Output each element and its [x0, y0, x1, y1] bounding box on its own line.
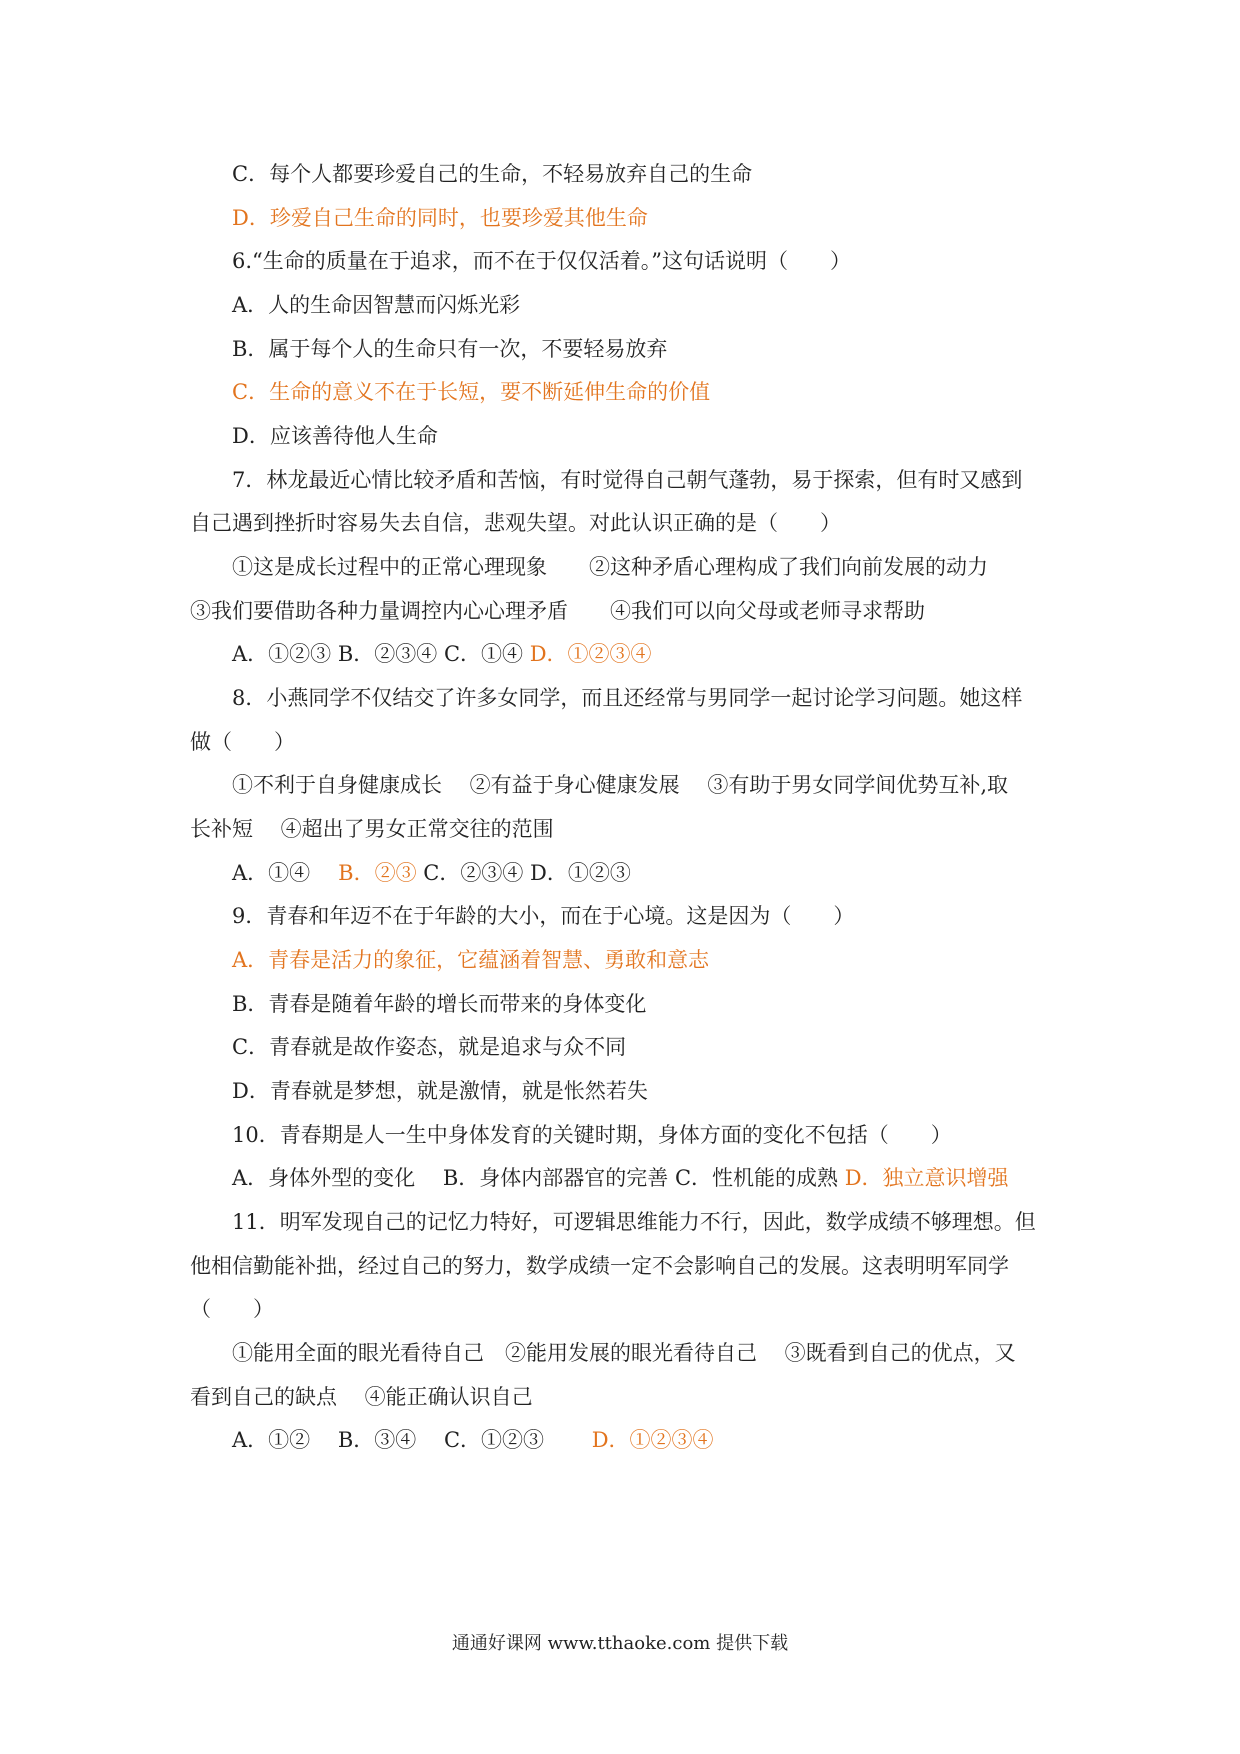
q9-option-b: B．青春是随着年龄的增长而带来的身体变化 — [232, 992, 647, 1016]
q7-choices — [232, 639, 652, 669]
q8-choices-rest: C．②③④ D．①②③ — [416, 861, 631, 885]
q9-option-c: C．青春就是故作姿态，就是追求与众不同 — [232, 1035, 627, 1059]
q8-choices — [232, 858, 631, 888]
q10-stem: 10．青春期是人一生中身体发育的关键时期，身体方面的变化不包括（ ） — [232, 1123, 952, 1147]
q9-stem: 9．青春和年迈不在于年龄的大小，而在于心境。这是因为（ ） — [232, 904, 855, 928]
q7-items-line1: ①这是成长过程中的正常心理现象 ②这种矛盾心理构成了我们向前发展的动力 — [232, 555, 988, 579]
q8-stem-line1: 8．小燕同学不仅结交了许多女同学，而且还经常与男同学一起讨论学习问题。她这样 — [232, 686, 1023, 710]
q11-items-line1: ①能用全面的眼光看待自己 ②能用发展的眼光看待自己 ③既看到自己的优点，又 — [232, 1341, 1016, 1365]
q9-option-a-answer: A．青春是活力的象征，它蕴涵着智慧、勇敢和意志 — [232, 948, 710, 972]
q7-choices-text: A．①②③ B．②③④ C．①④ — [232, 642, 530, 666]
q8-items-line1: ①不利于自身健康成长 ②有益于身心健康发展 ③有助于男女同学间优势互补,取 — [232, 773, 1009, 797]
q6-option-a: A．人的生命因智慧而闪烁光彩 — [232, 293, 521, 317]
q10-choices — [232, 1163, 1009, 1193]
q11-stem-line2: 他相信勤能补拙，经过自己的努力，数学成绩一定不会影响自己的发展。这表明明军同学 — [190, 1254, 1009, 1278]
q6-option-d: D．应该善待他人生命 — [232, 424, 438, 448]
q7-stem-line1: 7．林龙最近心情比较矛盾和苦恼，有时觉得自己朝气蓬勃，易于探索，但有时又感到 — [232, 468, 1023, 492]
q11-stem-line1: 11．明军发现自己的记忆力特好，可逻辑思维能力不行，因此，数学成绩不够理想。但 — [232, 1210, 1036, 1234]
q5-option-c: C．每个人都要珍爱自己的生命，不轻易放弃自己的生命 — [232, 162, 753, 186]
q7-items-line2: ③我们要借助各种力量调控内心心理矛盾 ④我们可以向父母或老师寻求帮助 — [190, 599, 925, 623]
q11-items-line2: 看到自己的缺点 ④能正确认识自己 — [190, 1385, 533, 1409]
q11-answer: D．①②③④ — [591, 1428, 714, 1452]
q8-choice-a: A．①④ — [232, 861, 311, 885]
q11-choices-text: A．①② B．③④ C．①②③ — [232, 1428, 572, 1452]
q7-answer: D．①②③④ — [529, 642, 652, 666]
q9-option-d: D．青春就是梦想，就是激情，就是怅然若失 — [232, 1079, 648, 1103]
q8-stem-line2: 做（ ） — [190, 730, 295, 754]
q7-stem-line2: 自己遇到挫折时容易失去自信，悲观失望。对此认识正确的是（ ） — [190, 511, 841, 535]
q6-option-c-answer: C．生命的意义不在于长短，要不断延伸生命的价值 — [232, 380, 711, 404]
q8-answer: B．②③ — [338, 861, 417, 885]
q6-stem: 6.“生命的质量在于追求，而不在于仅仅活着。”这句话说明（ ） — [232, 249, 852, 273]
q10-choices-text: A．身体外型的变化 B．身体内部器官的完善 C．性机能的成熟 — [232, 1166, 845, 1190]
q6-option-b: B．属于每个人的生命只有一次，不要轻易放弃 — [232, 337, 668, 361]
page-footer: 通通好课网 www.tthaoke.com 提供下载 — [451, 1633, 789, 1654]
q10-answer: D．独立意识增强 — [844, 1166, 1009, 1190]
q11-choices — [232, 1425, 714, 1455]
q8-items-line2: 长补短 ④超出了男女正常交往的范围 — [190, 817, 554, 841]
q5-option-d-answer: D．珍爱自己生命的同时，也要珍爱其他生命 — [232, 206, 648, 230]
q11-stem-line3: （ ） — [190, 1297, 274, 1321]
